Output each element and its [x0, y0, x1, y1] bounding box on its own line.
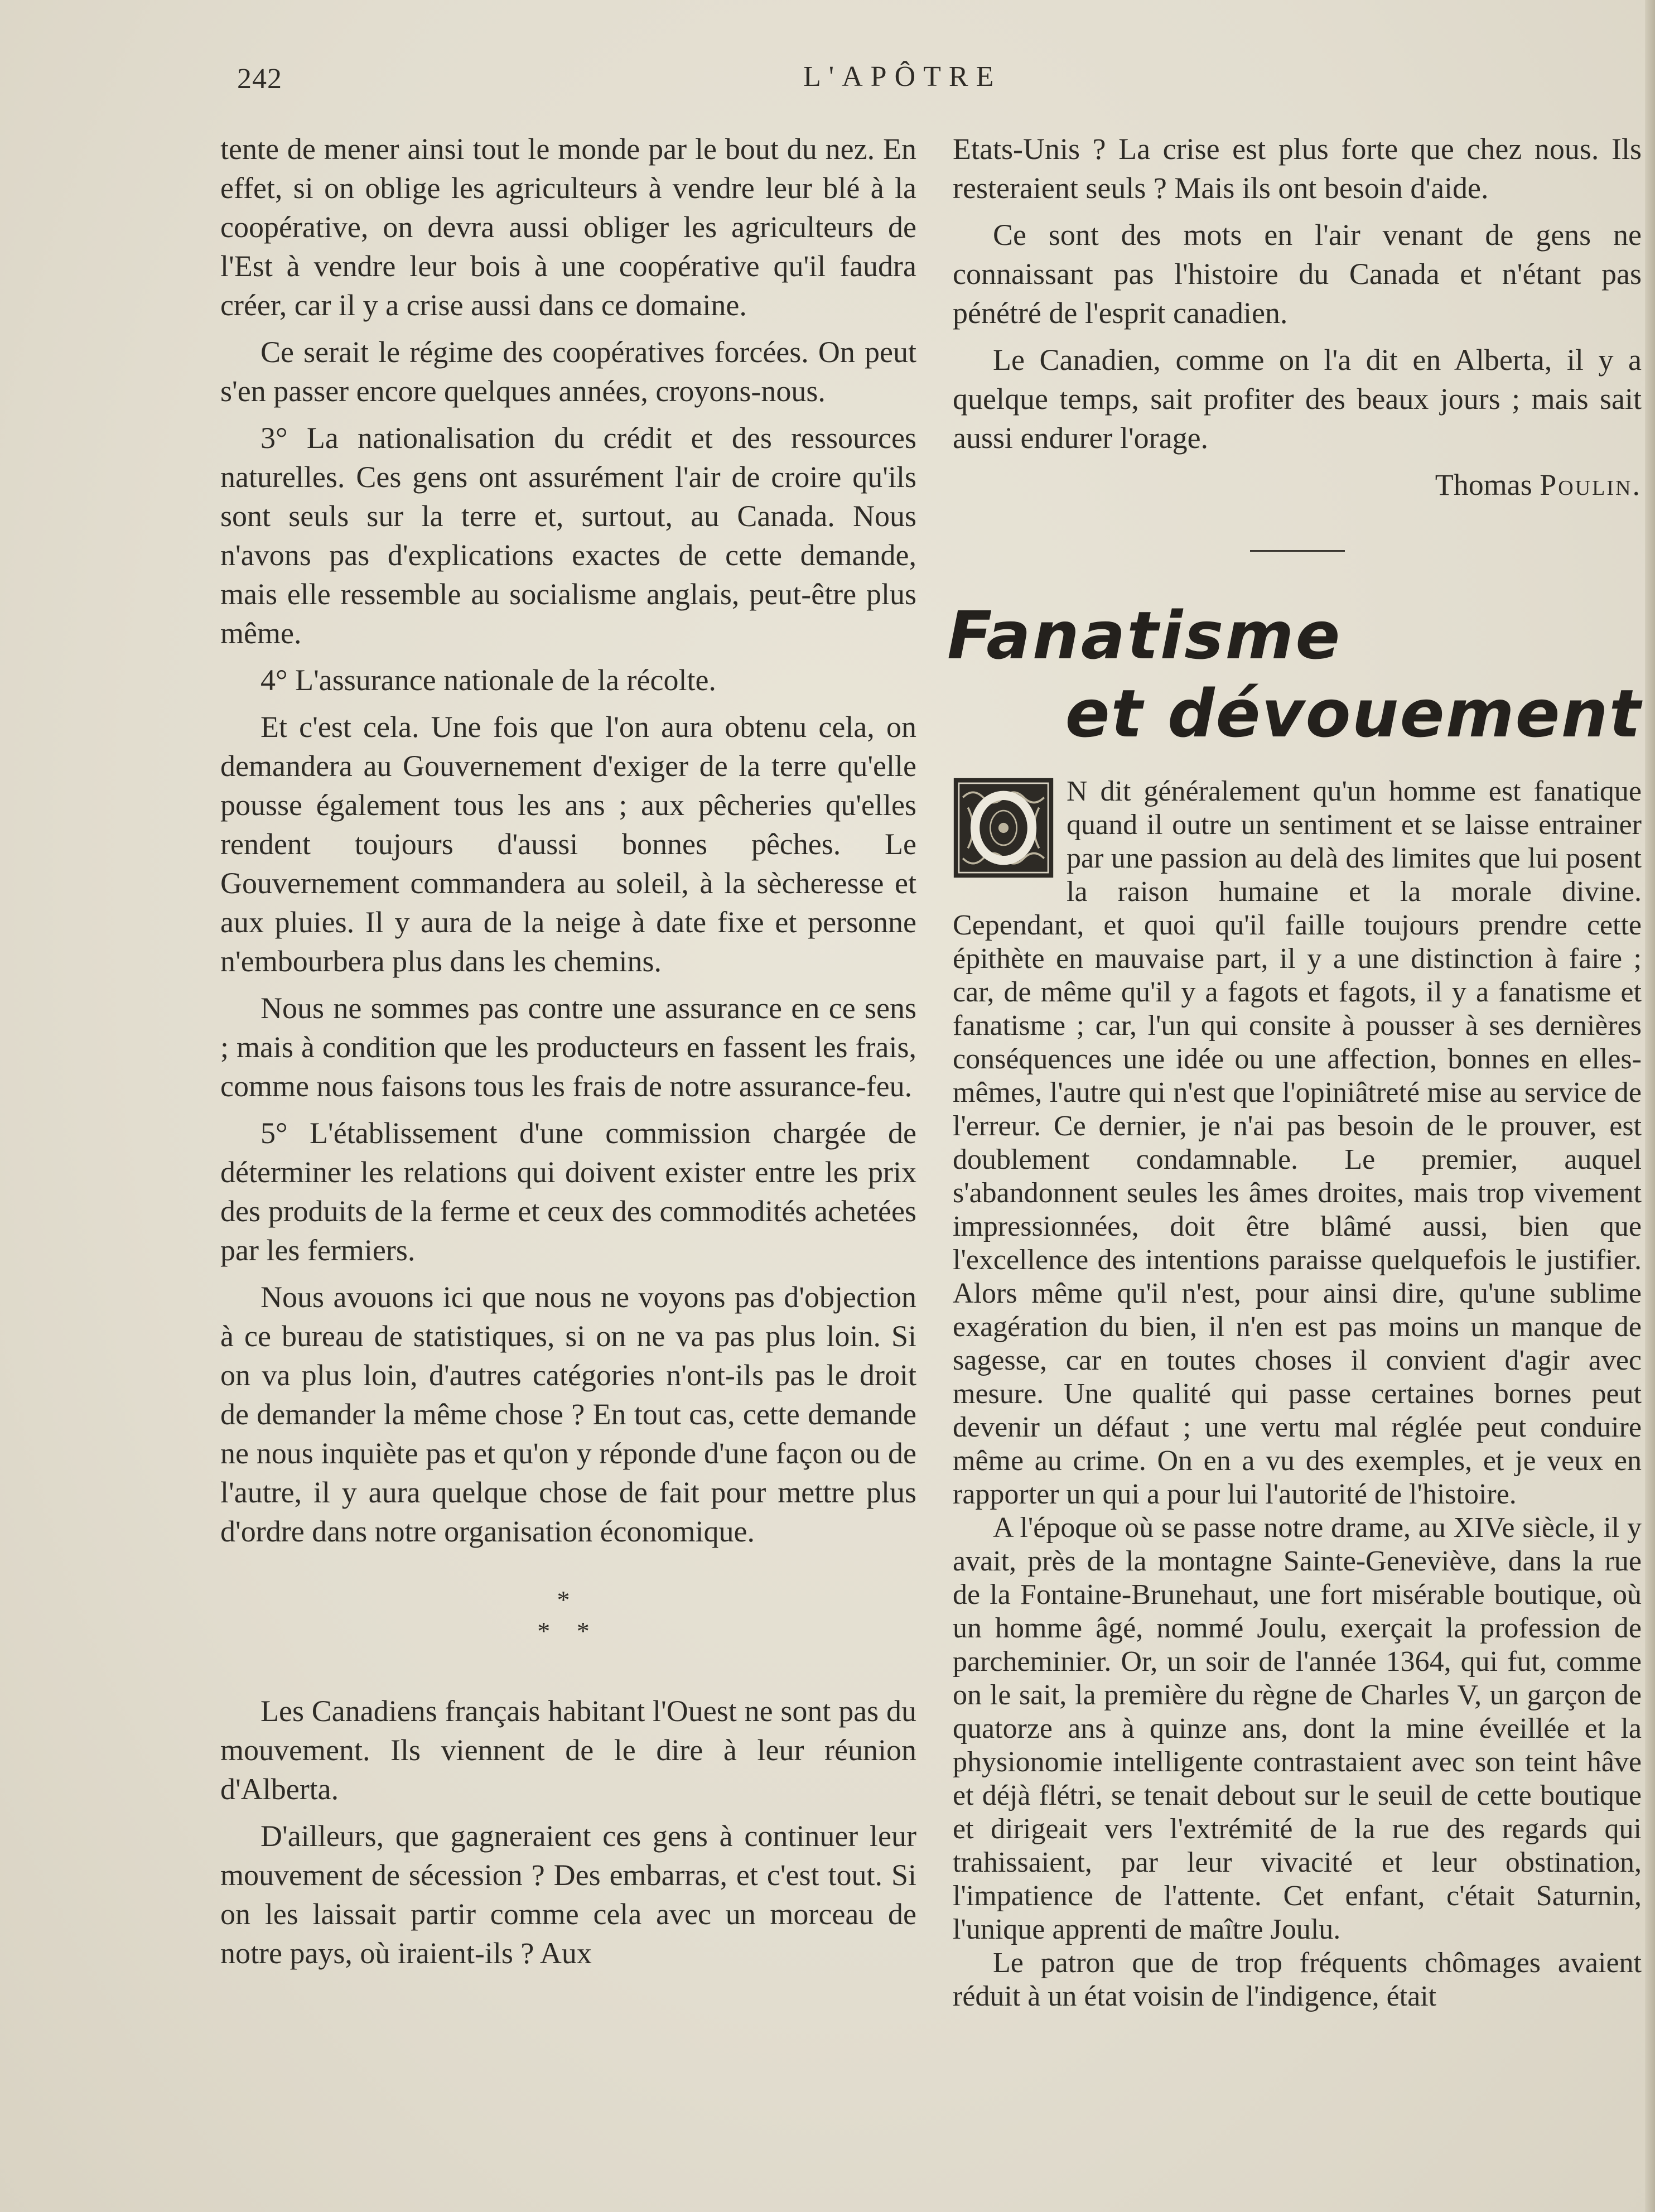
- signature-first-name: Thomas: [1435, 468, 1532, 502]
- paragraph: 5° L'établissement d'une commission chargée de déterminer les relations qui doivent exister entre les prix des produits de la ferme et ceux des commodités achetées par les fermiers.: [220, 1116, 916, 1267]
- page-number: 242: [237, 63, 282, 95]
- paragraph: Et c'est cela. Une fois que l'on aura obtenu cela, on demandera au Gouvernement d'exiger de la terre qu'elle pousse également tous les ans ; aux pêcheries qu'elles rendent toujours d'aussi bonnes pêches. Le Gouvernement commandera au soleil, à la sècheresse et aux pluies. Il y aura de la neige à date fixe et personne n'embourbera plus dans les chemins.: [220, 710, 916, 978]
- paragraph: Les Canadiens français habitant l'Ouest ne sont pas du mouvement. Ils viennent de le dire à leur réunion d'Alberta.: [220, 1694, 916, 1806]
- separator-stars-bottom: * *: [537, 1617, 600, 1645]
- paragraph: Ce serait le régime des coopératives forcées. On peut s'en passer encore quelques années, croyons-nous.: [220, 335, 916, 408]
- article-body: [953, 775, 1642, 2013]
- author-signature: [953, 465, 1642, 504]
- paragraph: tente de mener ainsi tout le monde par le bout du nez. En effet, si on oblige les agriculteurs à vendre leur blé à la coopérative, on devra aussi obliger les agriculteurs de l'Est à vendre leur bois à une coopérative qu'il faudra créer, car il y a crise aussi dans ce domaine.: [220, 132, 916, 322]
- paragraph: Ce sont des mots en l'air venant de gens ne connaissant pas l'histoire du Canada et n'étant pas pénétré de l'esprit canadien.: [953, 218, 1642, 330]
- article-first-paragraph: N dit généralement qu'un homme est fanatique quand il outre un sentiment et se laisse entrainer par une passion au delà des limites que lui posent la raison humaine et la morale divine. Cependant, et quoi qu'il faille toujours prendre cette épithète en mauvaise part, il y a une distinction à faire ; car, de même qu'il y a fagots et fagots, il y a fanatisme et fanatisme ; car, l'un qui consite à pousser à ses dernières conséquences une idée ou une affection, bonnes en elles-mêmes, l'autre qui n'est que l'opiniâtreté mise au service de l'erreur. Ce dernier, je n'ai pas besoin de le prouver, est doublement condamnable. Le premier, auquel s'abandonnent seules les âmes droites, mais trop vivement impressionnées, doit être blâmé aussi, bien que l'excellence des intentions paraisse quelquefois le justifier. Alors même qu'il n'est, pour ainsi dire, qu'une sublime exagération du bien, il n'en est pas moins un manque de sagesse, car en toutes choses il convient d'agir avec mesure. Une qualité qui passe certaines bornes peut devenir un défaut ; une vertu mal réglée peut conduire même au crime. On en a vu des exemples, et je veux en rapporter un qui a pour lui l'autorité de l'histoire.: [953, 775, 1642, 1510]
- left-column: [220, 129, 916, 1980]
- running-title: L'APÔTRE: [803, 61, 1002, 93]
- page-edge-shadow: [1645, 0, 1655, 2212]
- section-separator: [220, 1584, 916, 1647]
- paragraph: D'ailleurs, que gagneraient ces gens à continuer leur mouvement de sécession ? Des embarras, et c'est tout. Si on les laissait partir comme cela avec un morceau de notre pays, où iraient-ils ? Aux: [220, 1819, 916, 1970]
- signature-last-name: Poulin.: [1540, 468, 1642, 502]
- paragraph: A l'époque où se passe notre drame, au XIVe siècle, il y avait, près de la montagne Sainte-Geneviève, dans la rue de la Fontaine-Brunehaut, une fort misérable boutique, où un homme âgé, nommé Joulu, exerçait la profession de parcheminier. Or, un soir de l'année 1364, qui fut, comme on le sait, la première du règne de Charles V, un garçon de quatorze ans à quinze ans, dont la mine éveillée et la physionomie intelligente contrastaient avec son teint hâve et déjà flétri, se tenait debout sur le seuil de cette boutique et dirigeait vers l'extrémité de la rue des regards qui trahissaient, par leur vivacité et leur obstination, l'impatience de l'attente. Cet enfant, c'était Saturnin, l'unique apprenti de maître Joulu.: [953, 1512, 1642, 1945]
- horizontal-rule: [1250, 550, 1345, 552]
- separator-star-top: *: [557, 1585, 580, 1614]
- ornamental-dropcap-icon: [953, 777, 1054, 879]
- paragraph: Le Canadien, comme on l'a dit en Alberta, il y a quelque temps, sait profiter des beaux jours ; mais sait aussi endurer l'orage.: [953, 343, 1642, 455]
- paragraph: 4° L'assurance nationale de la récolte.: [260, 663, 716, 697]
- paragraph: Le patron que de trop fréquents chômages avaient réduit à un état voisin de l'indigence, était: [953, 1947, 1642, 2012]
- paragraph: 3° La nationalisation du crédit et des ressources naturelles. Ces gens ont assurément l'air de croire qu'ils sont seuls sur la terre et, surtout, au Canada. Nous n'avons pas d'explications exactes de cette demande, mais elle ressemble au socialisme anglais, peut-être plus même.: [220, 421, 916, 650]
- paragraph: Nous ne sommes pas contre une assurance en ce sens ; mais à condition que les producteurs en fassent les frais, comme nous faisons tous les frais de notre assurance-feu.: [220, 991, 916, 1103]
- right-column: [947, 129, 1642, 2013]
- article-title-line-2: et dévouement: [1065, 675, 1642, 752]
- paragraph: Etats-Unis ? La crise est plus forte que chez nous. Ils resteraient seuls ? Mais ils ont besoin d'aide.: [953, 132, 1642, 205]
- article-title-line-1: Fanatisme: [947, 597, 1342, 674]
- paragraph: Nous avouons ici que nous ne voyons pas d'objection à ce bureau de statistiques, si on ne va pas plus loin. Si on va plus loin, d'autres catégories n'ont-ils pas le droit de demander la même chose ? En tout cas, cette demande ne nous inquiète pas et qu'on y réponde d'une façon ou de l'autre, il y aura quelque chose de fait pour mettre plus d'ordre dans notre organisation économique.: [220, 1280, 916, 1548]
